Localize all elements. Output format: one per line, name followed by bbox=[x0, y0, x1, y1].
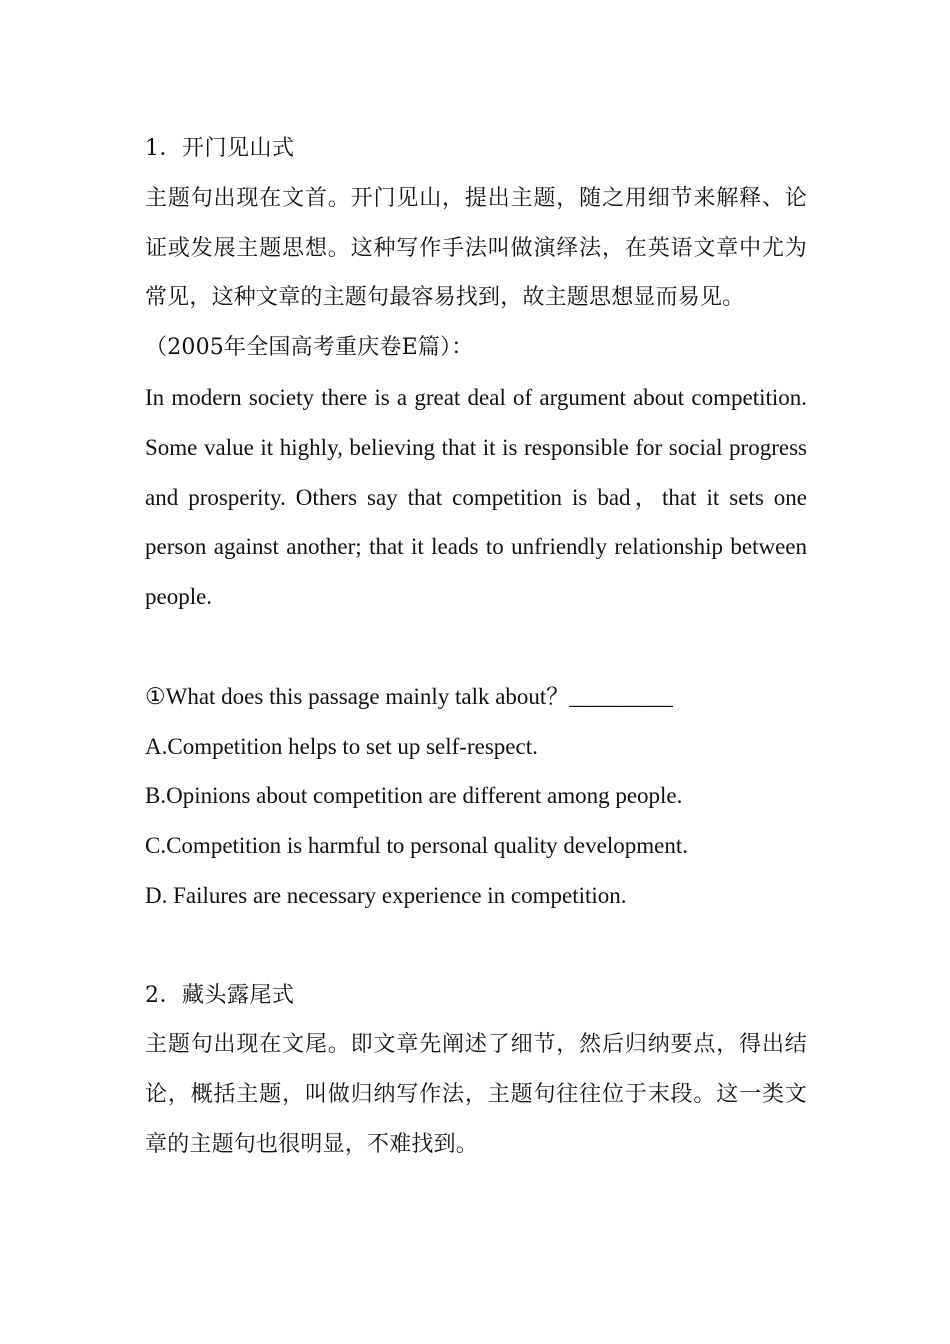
reading-passage: In modern society there is a great deal of argument about competition. Some value it highly, believing that it is responsible for social progress and prosperity. Others say that competition is bad，that it sets one person against another; that it leads to unfriendly relationship between people. bbox=[145, 384, 807, 610]
passage-source: （2005年全国高考重庆卷E篇）： bbox=[145, 335, 474, 361]
section-2-description: 主题句出现在文尾。即文章先阐述了细节，然后归纳要点，得出结论，概括主题，叫做归纳写作法，主题句往往位于末段。这一类文章的主题句也很明显，不难找到。 bbox=[145, 1032, 807, 1157]
option-b: B.Opinions about competition are different among people. bbox=[145, 783, 683, 809]
question-line bbox=[145, 672, 807, 722]
answer-blank: _________ bbox=[569, 683, 673, 709]
paragraph-spacer bbox=[145, 622, 807, 672]
option-a: A.Competition helps to set up self-respect. bbox=[145, 733, 538, 759]
section-2-heading: 2．藏头露尾式 bbox=[145, 982, 295, 1008]
question-prompt: ①What does this passage mainly talk about？ bbox=[145, 683, 570, 709]
section-1-description: 主题句出现在文首。开门见山，提出主题，随之用细节来解释、论证或发展主题思想。这种写作手法叫做演绎法，在英语文章中尤为常见，这种文章的主题句最容易找到，故主题思想显而易见。 bbox=[145, 185, 807, 311]
paragraph-spacer bbox=[145, 921, 807, 971]
section-1-heading: 1．开门见山式 bbox=[145, 136, 295, 161]
option-d: D. Failures are necessary experience in competition. bbox=[145, 882, 627, 908]
document-body bbox=[145, 124, 807, 1170]
option-c: C.Competition is harmful to personal quality development. bbox=[145, 833, 688, 859]
